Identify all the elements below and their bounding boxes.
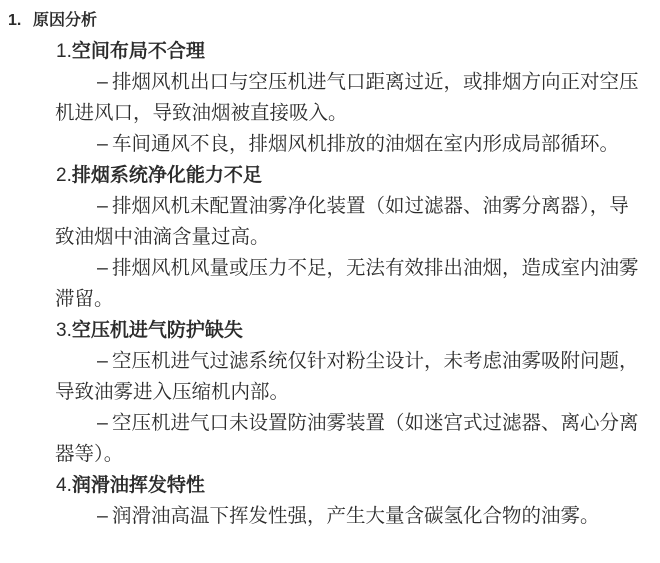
bullet-text: 车间通风不良，排烟风机排放的油烟在室内形成局部循环。 — [112, 133, 620, 155]
bullet-line — [0, 222, 660, 253]
bullet-text: 机进风口，导致油烟被直接吸入。 — [55, 102, 348, 124]
bullet-paragraph — [0, 253, 660, 315]
list-item-title — [0, 160, 660, 191]
bullet-paragraph — [0, 346, 660, 408]
item-number: 4. — [56, 475, 72, 496]
bullet-text: 空压机进气过滤系统仅针对粉尘设计，未考虑油雾吸附问题， — [112, 350, 639, 372]
dash-marker: – — [97, 412, 108, 434]
bullet-line — [0, 129, 660, 160]
dash-marker: – — [97, 257, 108, 279]
bullet-line — [0, 284, 660, 315]
bullet-text: 排烟风机出口与空压机进气口距离过近，或排烟方向正对空压 — [112, 71, 639, 93]
bullet-text: 润滑油高温下挥发性强，产生大量含碳氢化合物的油雾。 — [112, 505, 600, 527]
bullet-paragraph — [0, 501, 660, 532]
bullet-line — [0, 377, 660, 408]
bullet-text: 排烟风机未配置油雾净化装置（如过滤器、油雾分离器），导 — [112, 195, 629, 217]
bullet-text: 排烟风机风量或压力不足，无法有效排出油烟，造成室内油雾 — [112, 257, 639, 279]
list-item-title — [0, 315, 660, 346]
list-item-title — [0, 470, 660, 501]
item-title: 排烟系统净化能力不足 — [71, 165, 262, 186]
bullet-line — [0, 253, 660, 284]
bullet-paragraph — [0, 129, 660, 160]
item-number: 1. — [56, 41, 72, 62]
bullet-line — [0, 191, 660, 222]
bullet-text: 器等）。 — [55, 443, 124, 465]
item-title: 润滑油挥发特性 — [71, 475, 205, 496]
dash-marker: – — [97, 71, 108, 93]
item-title: 空压机进气防护缺失 — [71, 320, 243, 341]
bullet-text: 致油烟中油滴含量过高。 — [55, 226, 270, 248]
dash-marker: – — [97, 350, 108, 372]
item-number: 2. — [56, 165, 72, 186]
bullet-line — [0, 439, 660, 470]
bullet-text: 滞留。 — [55, 288, 114, 310]
bullet-line — [0, 501, 660, 532]
bullet-line — [0, 408, 660, 439]
bullet-paragraph — [0, 191, 660, 253]
bullet-text: 导致油雾进入压缩机内部。 — [55, 381, 290, 403]
bullet-text: 空压机进气口未设置防油雾装置（如迷宫式过滤器、离心分离 — [112, 412, 639, 434]
bullet-line — [0, 346, 660, 377]
dash-marker: – — [97, 133, 108, 155]
bullet-paragraph — [0, 67, 660, 129]
list-item-title — [0, 36, 660, 67]
dash-marker: – — [97, 505, 108, 527]
bullet-line — [0, 98, 660, 129]
bullet-paragraph — [0, 408, 660, 470]
dash-marker: – — [97, 195, 108, 217]
doc-heading — [0, 5, 660, 36]
item-number: 3. — [56, 320, 72, 341]
doc-heading-number: 1. — [8, 12, 22, 29]
doc-heading-title: 原因分析 — [33, 12, 98, 29]
item-title: 空间布局不合理 — [71, 41, 205, 62]
bullet-line — [0, 67, 660, 98]
